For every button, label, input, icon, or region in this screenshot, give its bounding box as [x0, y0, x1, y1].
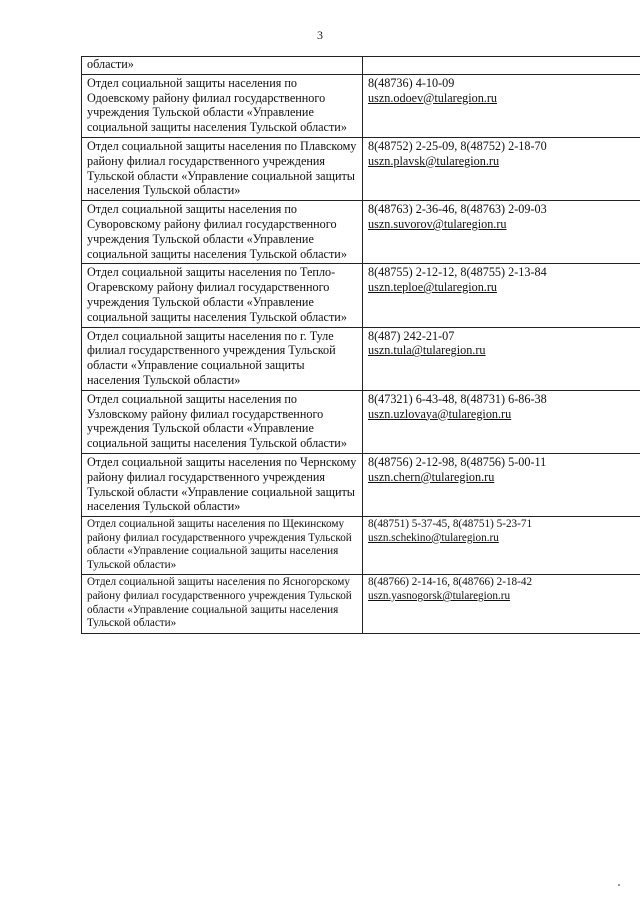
table-row	[82, 390, 640, 453]
phone-number: 8(487) 242-21-07	[368, 328, 455, 343]
contacts-cell	[363, 327, 640, 390]
office-name-cell: Отдел социальной защиты населения по Тепло-Огаревскому району филиал государственного учреждения Тульской области «Управление социальной защиты населения Тульской области»	[82, 264, 363, 327]
contacts-cell	[363, 74, 640, 137]
table-row	[82, 453, 640, 516]
contacts-cell	[363, 575, 640, 633]
contacts-cell	[363, 390, 640, 453]
email-link[interactable]: uszn.schekino@tularegion.ru	[368, 531, 499, 544]
contacts-cell	[363, 201, 640, 264]
phone-number: 8(48736) 4-10-09	[368, 75, 455, 90]
table-row	[82, 201, 640, 264]
email-link[interactable]: uszn.uzlovaya@tularegion.ru	[368, 406, 512, 421]
contacts-cell	[363, 137, 640, 200]
office-name-cell: Отдел социальной защиты населения по Плавскому району филиал государственного учреждения Тульской области «Управление социальной защиты населения Тульской области»	[82, 137, 363, 200]
phone-number: 8(48763) 2-36-46, 8(48763) 2-09-03	[368, 202, 547, 217]
office-name-cell: Отдел социальной защиты населения по Одоевскому району филиал государственного учреждения Тульской области «Управление социальной защиты населения Тульской области»	[82, 74, 363, 137]
phone-number: 8(48751) 5-37-45, 8(48751) 5-23-71	[368, 518, 533, 531]
table-row	[82, 517, 640, 575]
email-link[interactable]: uszn.tula@tularegion.ru	[368, 343, 486, 358]
table-row	[82, 57, 640, 75]
office-name-cell: Отдел социальной защиты населения по г. Туле филиал государственного учреждения Тульской области «Управление социальной защиты населения Тульской области»	[82, 327, 363, 390]
table-row	[82, 575, 640, 633]
phone-number: 8(48752) 2-25-09, 8(48752) 2-18-70	[368, 138, 547, 153]
page-number: 3	[317, 28, 323, 42]
contacts-cell	[363, 264, 640, 327]
contacts-cell	[363, 57, 640, 75]
office-name-cell: Отдел социальной защиты населения по Суворовскому району филиал государственного учреждения Тульской области «Управление социальной защиты населения Тульской области»	[82, 201, 363, 264]
contacts-cell	[363, 517, 640, 575]
scan-speck	[618, 884, 620, 886]
table-row	[82, 74, 640, 137]
table-row	[82, 264, 640, 327]
office-name-cell: Отдел социальной защиты населения по Ясногорскому району филиал государственного учреждения Тульской области «Управление социальной защиты населения Тульской области»	[82, 575, 363, 633]
email-link[interactable]: uszn.suvorov@tularegion.ru	[368, 216, 507, 231]
email-link[interactable]: uszn.chern@tularegion.ru	[368, 469, 495, 484]
office-name-cell: Отдел социальной защиты населения по Узловскому району филиал государственного учреждения Тульской области «Управление социальной защиты населения Тульской области»	[82, 390, 363, 453]
office-name-cell: Отдел социальной защиты населения по Щекинскому району филиал государственного учреждения Тульской области «Управление социальной защиты населения Тульской области»	[82, 517, 363, 575]
office-name-cell: области»	[82, 57, 363, 75]
contacts-cell	[363, 453, 640, 516]
table-row	[82, 327, 640, 390]
table-row	[82, 137, 640, 200]
email-link[interactable]: uszn.plavsk@tularegion.ru	[368, 153, 500, 168]
phone-number: 8(48756) 2-12-98, 8(48756) 5-00-11	[368, 454, 547, 469]
email-link[interactable]: uszn.odoev@tularegion.ru	[368, 90, 498, 105]
office-name-cell: Отдел социальной защиты населения по Чернскому району филиал государственного учреждения Тульской области «Управление социальной защиты населения Тульской области»	[82, 453, 363, 516]
phone-number: 8(47321) 6-43-48, 8(48731) 6-86-38	[368, 391, 547, 406]
email-link[interactable]: uszn.teploe@tularegion.ru	[368, 280, 497, 295]
offices-table	[81, 56, 640, 634]
phone-number: 8(48755) 2-12-12, 8(48755) 2-13-84	[368, 265, 547, 280]
phone-number: 8(48766) 2-14-16, 8(48766) 2-18-42	[368, 576, 533, 589]
email-link[interactable]: uszn.yasnogorsk@tularegion.ru	[368, 590, 511, 603]
